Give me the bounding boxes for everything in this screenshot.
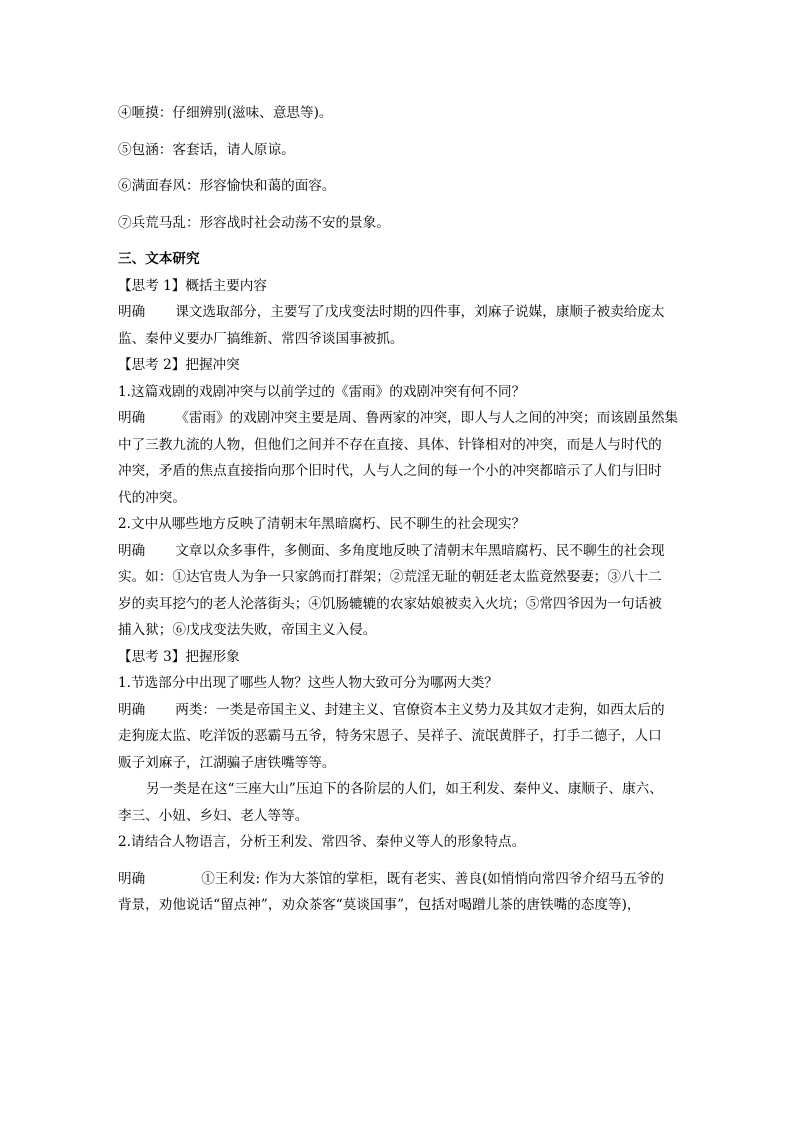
question-3-1: 1.节选部分中出现了哪些人物？这些人物大致可分为哪两大类？ (118, 675, 498, 691)
answer-4-cont: 李三、小妞、乡妇、老人等等。 (118, 807, 309, 824)
answer-2 (118, 405, 678, 432)
document-page (118, 100, 678, 919)
question-3-2: 2.请结合人物语言，分析王利发、常四爷、秦仲义等人的形象特点。 (118, 834, 526, 850)
answer-4 (118, 697, 678, 724)
answer-label: 明确 (118, 870, 146, 887)
answer-4-cont: 走狗庞太监、吃洋饭的恶霸马五爷，特务宋恩子、吴祥子、流氓黄胖子，打手二德子，人口 (118, 728, 662, 744)
answer-text: ①王利发: 作为大茶馆的掌柜，既有老实、善良(如悄悄向常四爷介绍马五爷的 (201, 870, 664, 887)
answer-label: 明确 (118, 542, 146, 559)
answer-3-cont: 捕入狱；⑥戊戌变法失败，帝国主义入侵。 (118, 622, 377, 638)
answer-2-cont: 冲突，矛盾的焦点直接指向那个旧时代，人与人之间的每一个小的冲突都暗示了人们与旧时 (118, 463, 662, 479)
note-7: ⑦兵荒马乱：形容战时社会动荡不安的景象。 (118, 214, 390, 231)
answer-label: 明确 (118, 304, 146, 320)
answer-3 (118, 538, 678, 565)
think-2-heading: 【思考 2】把握冲突 (118, 357, 240, 373)
answer-text: 两类：一类是帝国主义、封建主义、官僚资本主义势力及其奴才走狗，如西太后的 (175, 701, 665, 718)
answer-4-para2: 另一类是在这“三座大山”压迫下的各阶层的人们，如王利发、秦仲义、康顺子、康六、 (146, 781, 663, 797)
answer-4-cont: 贩子刘麻子，江湖骗子唐铁嘴等等。 (118, 754, 336, 771)
think-3-heading: 【思考 3】把握形象 (118, 648, 240, 665)
answer-text: 文章以众多事件，多侧面、多角度地反映了清朝末年黑暗腐朽、民不聊生的社会现 (175, 542, 665, 559)
answer-5 (118, 866, 678, 893)
answer-text: 课文选取部分，主要写了戊戌变法时期的四件事，刘麻子说媒，康顺子被卖给庞太 (175, 304, 665, 320)
note-6: ⑥满面春风：形容愉快和蔼的面容。 (118, 178, 336, 194)
answer-2-cont: 代的冲突。 (118, 489, 186, 506)
answer-text: 《雷雨》的戏剧冲突主要是周、鲁两家的冲突，即人与人之间的冲突；而该剧虽然集 (175, 410, 679, 426)
answer-5-cont: 背景，劝他说话“留点神”，劝众茶客“莫谈国事”，包括对喝蹭儿茶的唐铁嘴的态度等)， (118, 897, 641, 913)
note-5: ⑤包涵：客套话，请人原谅。 (118, 141, 295, 158)
answer-3-cont: 实。如：①达官贵人为争一只家鸽而打群架；②荒淫无耻的朝廷老太监竟然娶妻；③八十二 (118, 569, 662, 585)
question-2-2: 2.文中从哪些地方反映了清朝末年黑暗腐朽、民不聊生的社会现实？ (118, 516, 526, 532)
answer-3-cont: 岁的卖耳挖勺的老人沦落街头；④饥肠辘辘的农家姑娘被卖入火坑；⑤常四爷因为一句话被 (118, 595, 662, 612)
section-heading: 三、文本研究 (118, 251, 200, 267)
note-4: ④咂摸：仔细辨别(滋味、意思等)。 (118, 105, 333, 121)
answer-1-cont: 监、秦仲义要办厂搞维新、常四爷谈国事被抓。 (118, 330, 404, 347)
answer-1 (118, 299, 678, 326)
answer-label: 明确 (118, 410, 146, 426)
think-1-heading: 【思考 1】概括主要内容 (118, 277, 267, 294)
answer-2-cont: 中了三教九流的人物，但他们之间并不存在直接、具体、针锋相对的冲突，而是人与时代的 (118, 436, 662, 453)
question-2-1: 1.这篇戏剧的戏剧冲突与以前学过的《雷雨》的戏剧冲突有何不同？ (118, 383, 526, 400)
answer-label: 明确 (118, 701, 146, 718)
